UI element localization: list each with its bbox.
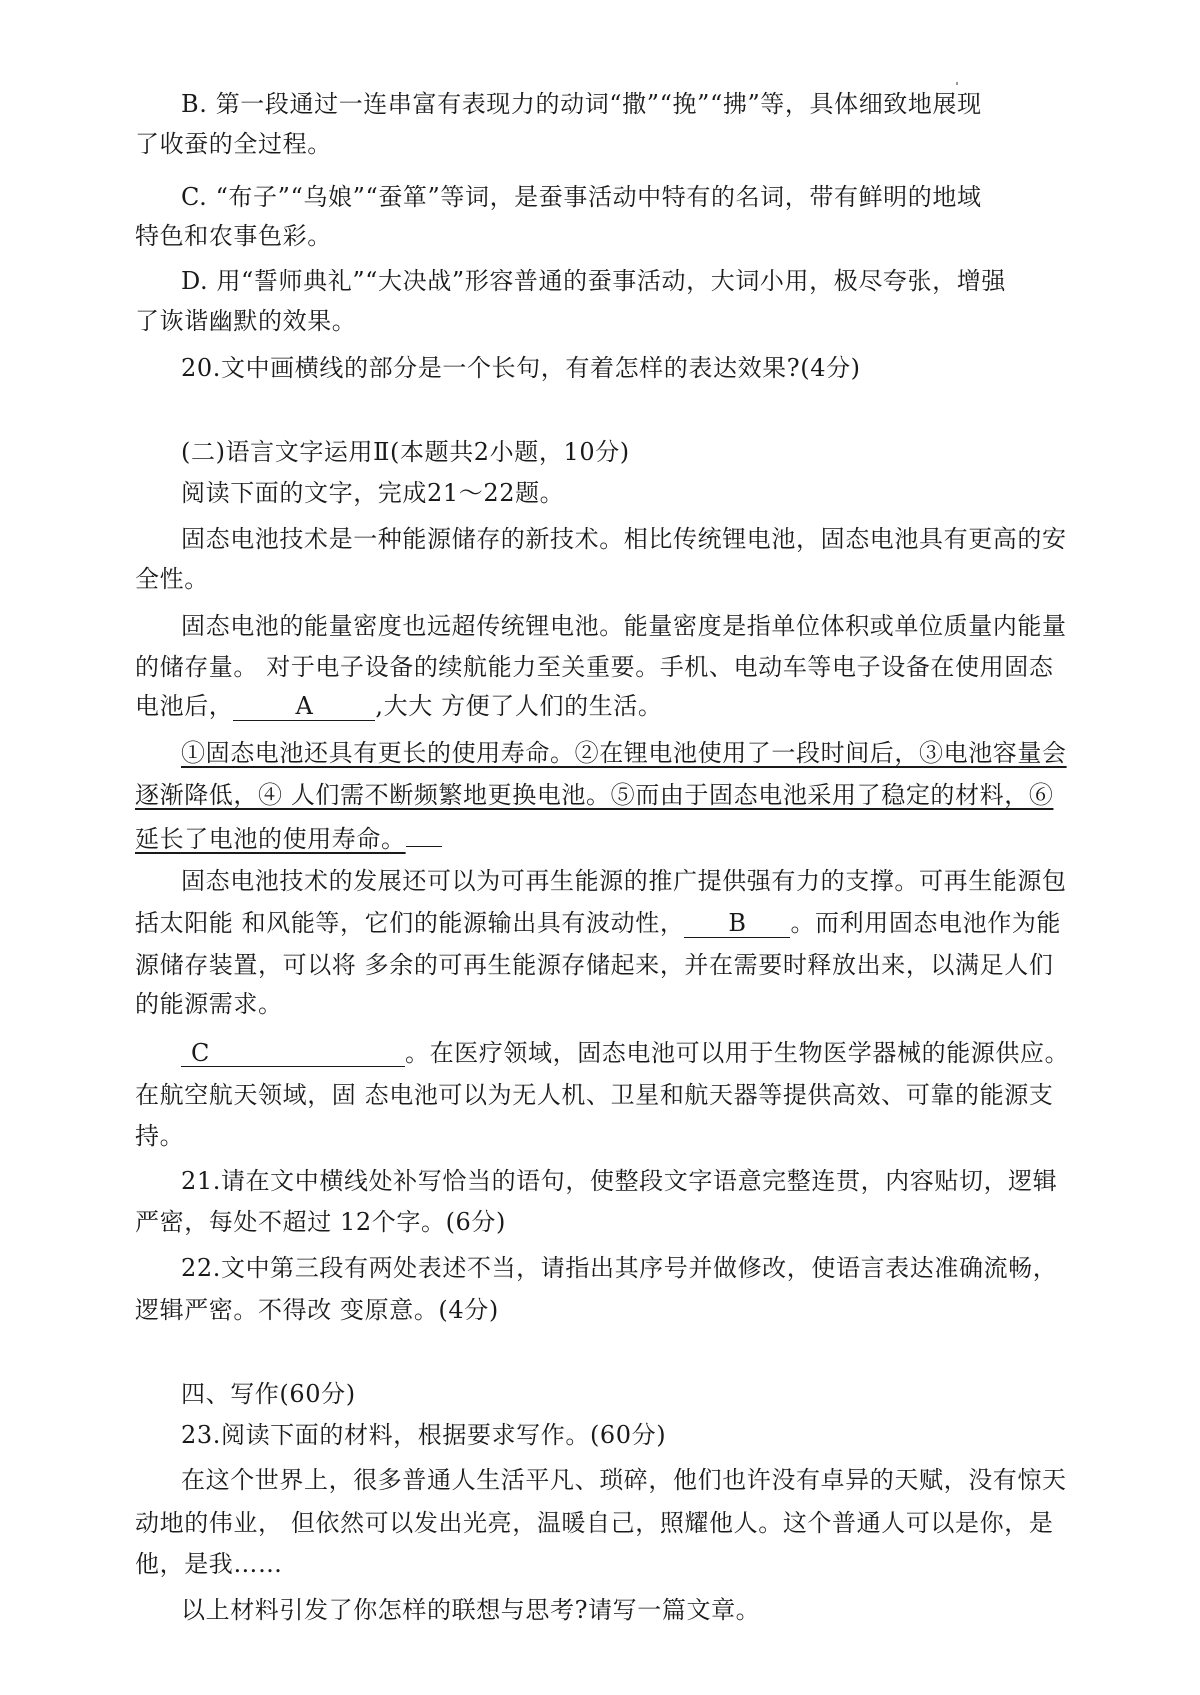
passage-para-3-line-1 <box>181 737 1067 769</box>
underline-tail <box>406 820 442 847</box>
question-22-line-2: 逻辑严密。不得改 变原意。(4分) <box>135 1296 499 1324</box>
text-segment: ,大大 方便了人们的生活。 <box>375 692 663 720</box>
passage-para-4-line-1: 固态电池技术的发展还可以为可再生能源的推广提供强有力的支撑。可再生能源包 <box>181 867 1067 895</box>
option-d-line-2: 了诙谐幽默的效果。 <box>135 307 357 335</box>
section-heading-writing: 四、写作(60分) <box>181 1380 356 1408</box>
option-b-line-1: B. 第一段通过一连串富有表现力的动词“撒”“挽”“拂”等，具体细致地展现 <box>181 90 982 118</box>
option-b-line-2: 了收蚕的全过程。 <box>135 130 332 158</box>
material-line-3: 他，是我…… <box>135 1550 283 1578</box>
question-21-line-2: 严密，每处不超过 12个字。(6分) <box>135 1208 506 1236</box>
passage-para-2-line-1: 固态电池的能量密度也远超传统锂电池。能量密度是指单位体积或单位质量内能量 <box>181 612 1067 640</box>
option-d-line-1: D. 用“誓师典礼”“大决战”形容普通的蚕事活动，大词小用，极尽夸张，增强 <box>181 267 1006 295</box>
passage-para-5-line-2: 在航空航天领域，固 态电池可以为无人机、卫星和航天器等提供高效、可靠的能源支 <box>135 1081 1054 1109</box>
option-c-line-2: 特色和农事色彩。 <box>135 222 332 250</box>
question-20: 20.文中画横线的部分是一个长句，有着怎样的表达效果?(4分) <box>181 354 861 382</box>
passage-para-2-line-3 <box>135 690 662 722</box>
question-21-line-1: 21.请在文中横线处补写恰当的语句，使整段文字语意完整连贯，内容贴切，逻辑 <box>181 1167 1058 1195</box>
blank-b: B <box>684 909 790 938</box>
writing-prompt: 以上材料引发了你怎样的联想与思考?请写一篇文章。 <box>181 1596 761 1624</box>
scan-speck <box>956 82 958 85</box>
blank-a: A <box>233 692 375 721</box>
passage-para-1-line-2: 全性。 <box>135 565 209 593</box>
text-segment: 。而利用固态电池作为能 <box>790 909 1062 937</box>
underlined-text: ①固态电池还具有更长的使用寿命。②在锂电池使用了一段时间后，③电池容量会 <box>181 739 1067 767</box>
passage-para-4-line-2 <box>135 907 1061 939</box>
option-c-line-1: C. “布子”“乌娘”“蚕箪”等词，是蚕事活动中特有的名词，带有鲜明的地域 <box>181 183 982 211</box>
passage-para-2-line-2: 的储存量。 对于电子设备的续航能力至关重要。手机、电动车等电子设备在使用固态 <box>135 653 1054 681</box>
passage-para-3-line-3 <box>135 820 442 852</box>
passage-para-4-line-4: 的能源需求。 <box>135 990 283 1018</box>
passage-para-5-line-3: 持。 <box>135 1122 185 1150</box>
reading-instruction: 阅读下面的文字，完成21～22题。 <box>181 479 565 507</box>
blank-c: C <box>181 1039 405 1067</box>
text-segment: 括太阳能 和风能等，它们的能源输出具有波动性， <box>135 909 685 937</box>
underlined-text: 延长了电池的使用寿命。 <box>135 825 406 853</box>
passage-para-1-line-1: 固态电池技术是一种能源储存的新技术。相比传统锂电池，固态电池具有更高的安 <box>181 525 1067 553</box>
material-line-1: 在这个世界上，很多普通人生活平凡、琐碎，他们也许没有卓异的天赋，没有惊天 <box>181 1466 1067 1494</box>
section-heading-language-use: (二)语言文字运用Ⅱ(本题共2小题，10分) <box>181 438 630 466</box>
passage-para-4-line-3: 源储存装置，可以将 多余的可再生能源存储起来，并在需要时释放出来，以满足人们 <box>135 951 1054 979</box>
underlined-text: 逐渐降低，④ 人们需不断频繁地更换电池。⑤而由于固态电池采用了稳定的材料，⑥ <box>135 781 1054 809</box>
text-segment: 电池后， <box>135 692 234 720</box>
passage-para-3-line-2 <box>135 779 1053 811</box>
question-22-line-1: 22.文中第三段有两处表述不当，请指出其序号并做修改，使语言表达准确流畅， <box>181 1254 1058 1282</box>
material-line-2: 动地的伟业， 但依然可以发出光亮，温暖自己，照耀他人。这个普通人可以是你，是 <box>135 1509 1054 1537</box>
question-23: 23.阅读下面的材料，根据要求写作。(60分) <box>181 1421 667 1449</box>
passage-para-5-line-1 <box>181 1037 1069 1069</box>
text-segment: 。在医疗领域，固态电池可以用于生物医学器械的能源供应。 <box>405 1039 1070 1067</box>
